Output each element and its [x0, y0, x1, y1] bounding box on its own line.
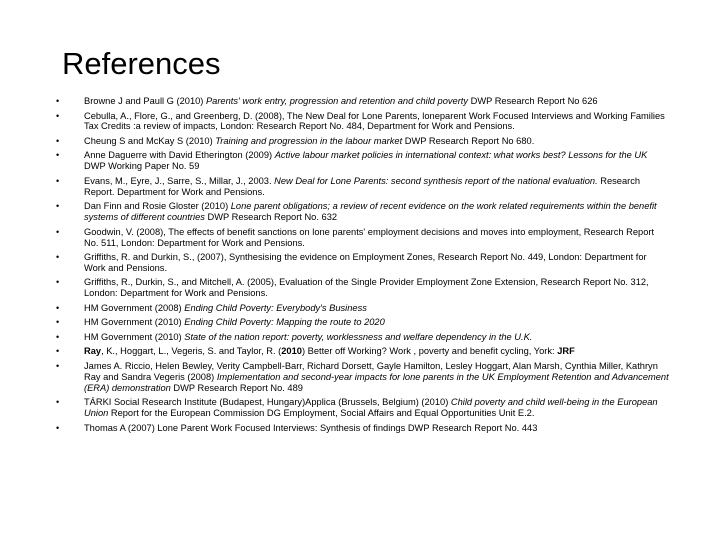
bullet-icon: •: [56, 331, 60, 342]
reference-text: HM Government (2010): [84, 317, 185, 328]
reference-item: [54, 96, 670, 107]
reference-text: Griffiths, R. and Durkin, S., (2007), Synthesising the evidence on Employment Zones, Research Report No. 449, London: Department for Work and Pensions.: [84, 252, 647, 273]
bullet-icon: •: [56, 317, 60, 328]
reference-text: TÁRKI Social Research Institute (Budapest, Hungary)Applica (Brussels, Belgium) (2010): [84, 397, 451, 408]
reference-item: [54, 136, 670, 147]
reference-text: Cheung S and McKay S (2010): [84, 135, 216, 146]
reference-text: State of the nation report: poverty, worklessness and welfare dependency in the U.K.: [184, 331, 533, 342]
reference-text: DWP Research Report No 680.: [402, 135, 535, 146]
reference-text: DWP Research Report No. 489: [170, 382, 303, 393]
reference-text: Griffiths, R., Durkin, S., and Mitchell, A. (2005), Evaluation of the Single Provider Employment Zone Extension, Research Report No. 312, London: Department for Work and Pensions.: [84, 277, 649, 299]
bullet-icon: •: [56, 360, 60, 371]
reference-text: HM Government (2010): [84, 331, 185, 342]
bullet-icon: •: [56, 346, 60, 357]
reference-item: [54, 317, 670, 328]
references-list: [54, 96, 670, 437]
bullet-icon: •: [56, 226, 60, 237]
reference-text: Ray: [84, 346, 102, 357]
bullet-icon: •: [56, 175, 60, 186]
bullet-icon: •: [56, 201, 60, 212]
reference-item: [54, 227, 670, 249]
reference-text: James A. Riccio, Helen Bewley, Verity Campbell-Barr, Richard Dorsett, Gayle Hamilton, Lesley Hoggart, Alan Marsh, Cynthia Miller, Kathryn Ray and Sandra Vegeris (2008): [84, 360, 658, 382]
bullet-icon: •: [56, 110, 60, 121]
reference-text: Training and progression in the labour market: [215, 135, 403, 146]
bullet-icon: •: [56, 422, 60, 433]
reference-item: [54, 303, 670, 314]
reference-text: , K., Hoggart, L., Vegeris, S. and Taylor, R. (: [101, 346, 282, 357]
reference-text: HM Government (2008): [84, 302, 185, 313]
reference-item: [54, 361, 670, 394]
reference-text: Research Report. Department for Work and Pensions.: [84, 175, 641, 197]
reference-item: [54, 252, 670, 274]
reference-text: Anne Daguerre with David Etherington (2009): [84, 150, 275, 161]
reference-text: Report for the European Commission DG Employment, Social Affairs and Equal Opportunities Unit E.2.: [108, 408, 535, 419]
reference-text: Ending Child Poverty: Everybody's Business: [184, 302, 367, 313]
reference-item: [54, 201, 670, 223]
reference-text: Evans, M., Eyre, J., Sarre, S., Millar, J., 2003.: [84, 175, 275, 186]
reference-text: 2010: [281, 346, 302, 357]
bullet-icon: •: [56, 302, 60, 313]
reference-text: DWP Research Report No. 632: [204, 212, 338, 223]
reference-text: Thomas A (2007) Lone Parent Work Focused Interviews: Synthesis of findings DWP Research Report No. 443: [84, 422, 538, 433]
reference-text: Implementation and second-year impacts for lone parents in the UK Employment Retention and Advancement (ERA) demonstration: [84, 371, 669, 393]
reference-item: [54, 111, 670, 133]
reference-text: ) Better off Working? Work , poverty and benefit cycling, York:: [301, 346, 558, 357]
bullet-icon: •: [56, 96, 60, 106]
reference-text: JRF: [557, 346, 575, 357]
reference-text: Cebulla, A., Flore, G., and Greenberg, D. (2008), The New Deal for Lone Parents, loneparent Work Focused Interviews and Working Families Tax Credits :a review of impacts, London: Research Report No. 484, Department for Work and Pensions.: [84, 110, 665, 132]
bullet-icon: •: [56, 135, 60, 146]
reference-item: [54, 346, 670, 357]
reference-item: [54, 397, 670, 419]
reference-item: [54, 176, 670, 198]
reference-text: Goodwin, V. (2008), The effects of benefit sanctions on lone parents' employment decisions and moves into employment, Research Report No. 511, London: Department for Work and Pensions.: [84, 226, 655, 248]
bullet-icon: •: [56, 277, 60, 288]
reference-text: DWP Working Paper No. 59: [84, 161, 200, 172]
reference-text: Child poverty and child well-being in the European Union: [84, 397, 658, 419]
reference-text: Lone parent obligations; a review of recent evidence on the work related requirements within the benefit systems of different countries: [84, 201, 657, 223]
reference-text: Ending Child Poverty: Mapping the route to 2020: [184, 317, 385, 328]
reference-text: New Deal for Lone Parents: second synthesis report of the national evaluation.: [274, 175, 598, 186]
reference-text: Parents' work entry, progression and retention and child poverty: [205, 96, 469, 106]
slide-title: References: [62, 46, 221, 81]
reference-text: DWP Research Report No 626: [468, 96, 598, 106]
reference-item: [54, 332, 670, 343]
reference-item: [54, 277, 670, 299]
reference-text: Browne J and Paull G (2010): [84, 96, 206, 106]
reference-item: [54, 423, 670, 434]
reference-text: Active labour market policies in international context: what works best? Lessons for the UK: [274, 150, 648, 161]
bullet-icon: •: [56, 150, 60, 161]
bullet-icon: •: [56, 397, 60, 408]
reference-item: [54, 150, 670, 172]
reference-text: Dan Finn and Rosie Gloster (2010): [84, 201, 231, 212]
bullet-icon: •: [56, 252, 60, 263]
